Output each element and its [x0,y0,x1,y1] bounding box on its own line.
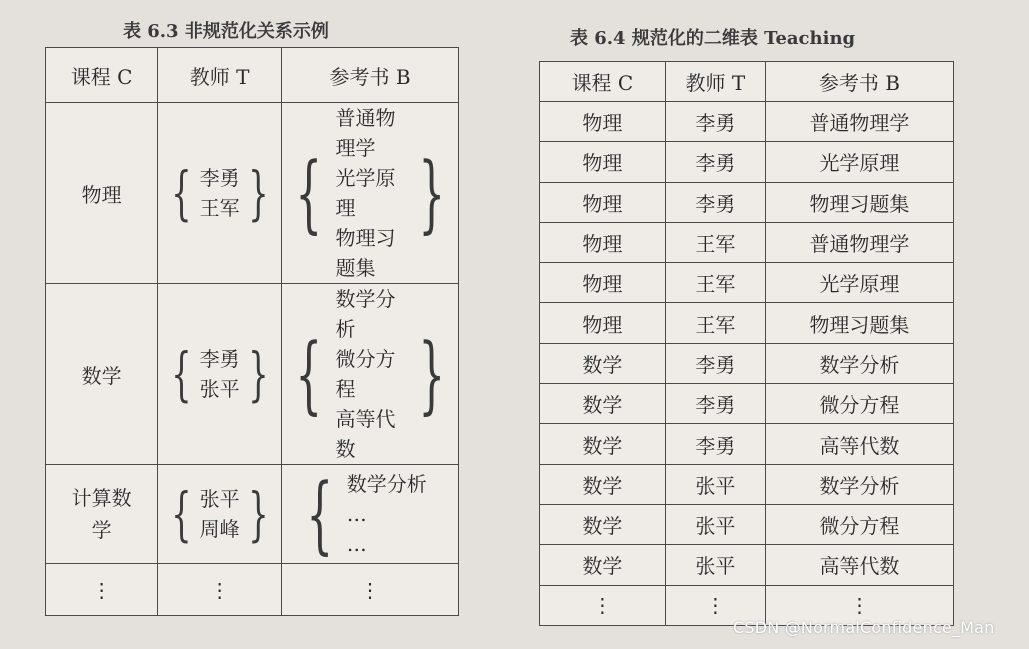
book-title: 微分方程 [335,347,396,401]
table2-header-book: 参考书 B [765,62,953,102]
table2-book: 光学原理 [765,142,953,182]
book-title: … [346,532,367,556]
table2-book: 高等代数 [765,545,953,585]
teacher-name: 李勇 [199,166,240,190]
table2-row [540,222,954,262]
table2-teacher: 张平 [665,504,765,544]
table1-course-cell: 物理 [46,103,158,284]
table1-ellipsis: ⋮ [282,564,459,616]
table1-row [46,564,459,616]
table2-book: 微分方程 [765,504,953,544]
teacher-name: 张平 [199,377,240,401]
table1-teachers-cell: { 张平 周峰 } [158,465,282,564]
book-title: 物理习题集 [335,226,396,280]
table1-course-text: 计算数学 [71,486,132,542]
table2-ellipsis: ⋮ [540,585,666,625]
table1-course-cell: 数学 [46,284,158,465]
table2-teacher: 张平 [665,545,765,585]
table1-row [46,284,459,465]
table1-caption: 表 6.3 非规范化关系示例 [123,21,329,42]
table2-course: 物理 [540,263,666,303]
teacher-name: 王军 [199,196,240,220]
table2-header-teacher: 教师 T [665,62,765,102]
table2-teacher: 王军 [665,303,765,343]
table2-course: 数学 [540,464,666,504]
table2-course: 数学 [540,424,666,464]
book-title: 光学原理 [335,166,396,220]
teacher-name: 李勇 [199,347,240,371]
table2-teacher: 李勇 [665,182,765,222]
table2-book: 高等代数 [765,424,953,464]
table2-row [540,263,954,303]
table2-book: 物理习题集 [765,303,953,343]
table2-teacher: 张平 [665,464,765,504]
table1 [45,47,459,616]
table2-teacher: 李勇 [665,384,765,424]
book-title: 高等代数 [335,407,396,461]
table2-teacher: 李勇 [665,142,765,182]
table1-books-cell: { 数学分析 微分方程 高等代数 } [282,284,459,465]
table1-header-row [46,48,459,103]
table2-course: 物理 [540,182,666,222]
table2-row [540,303,954,343]
table2-header-course: 课程 C [540,62,666,102]
table2-course: 数学 [540,384,666,424]
table1-teachers-cell: { 李勇 张平 } [158,284,282,465]
table2-ellipsis: ⋮ [765,585,953,625]
teacher-name: 周峰 [199,517,240,541]
table2-course: 数学 [540,504,666,544]
table2-row [540,504,954,544]
table1-row [46,465,459,564]
table2-book: 普通物理学 [765,222,953,262]
table2-book: 光学原理 [765,263,953,303]
table2-header-row [540,62,954,102]
book-title: 数学分析 [346,472,427,496]
table1-header-book: 参考书 B [282,48,459,103]
table1-header-course: 课程 C [46,48,158,103]
table2-teacher: 李勇 [665,102,765,142]
table2-teacher: 李勇 [665,343,765,383]
table2-book: 微分方程 [765,384,953,424]
book-title: 数学分析 [335,287,396,341]
table1-header-teacher: 教师 T [158,48,282,103]
table1-books-cell: { 普通物理学 光学原理 物理习题集 } [282,103,459,284]
table2-course: 数学 [540,343,666,383]
table2-course: 物理 [540,102,666,142]
table2-row [540,102,954,142]
table2-row [540,424,954,464]
table2-book: 数学分析 [765,343,953,383]
table2 [539,61,954,626]
table2-book: 普通物理学 [765,102,953,142]
table2-course: 数学 [540,545,666,585]
table2-row [540,384,954,424]
table2-book: 物理习题集 [765,182,953,222]
table2-row [540,545,954,585]
watermark: CSDN @NormalConfidence_Man [733,618,995,637]
table2-course: 物理 [540,303,666,343]
table2-caption: 表 6.4 规范化的二维表 Teaching [570,28,856,49]
table2-row [540,142,954,182]
table2-row [540,343,954,383]
table2-teacher: 王军 [665,222,765,262]
table1-ellipsis: ⋮ [46,564,158,616]
table2-course: 物理 [540,222,666,262]
table2-ellipsis: ⋮ [665,585,765,625]
table1-course-cell [46,465,158,564]
table1-teachers-cell: { 李勇 王军 } [158,103,282,284]
table2-row [540,182,954,222]
table1-ellipsis: ⋮ [158,564,282,616]
table1-books-cell: { 数学分析 … … [282,465,459,564]
book-title: 普通物理学 [335,106,396,160]
table2-teacher: 王军 [665,263,765,303]
table2-book: 数学分析 [765,464,953,504]
table2-teacher: 李勇 [665,424,765,464]
book-title: … [346,502,367,526]
table2-course: 物理 [540,142,666,182]
table2-row [540,464,954,504]
table1-row [46,103,459,284]
teacher-name: 张平 [199,487,240,511]
